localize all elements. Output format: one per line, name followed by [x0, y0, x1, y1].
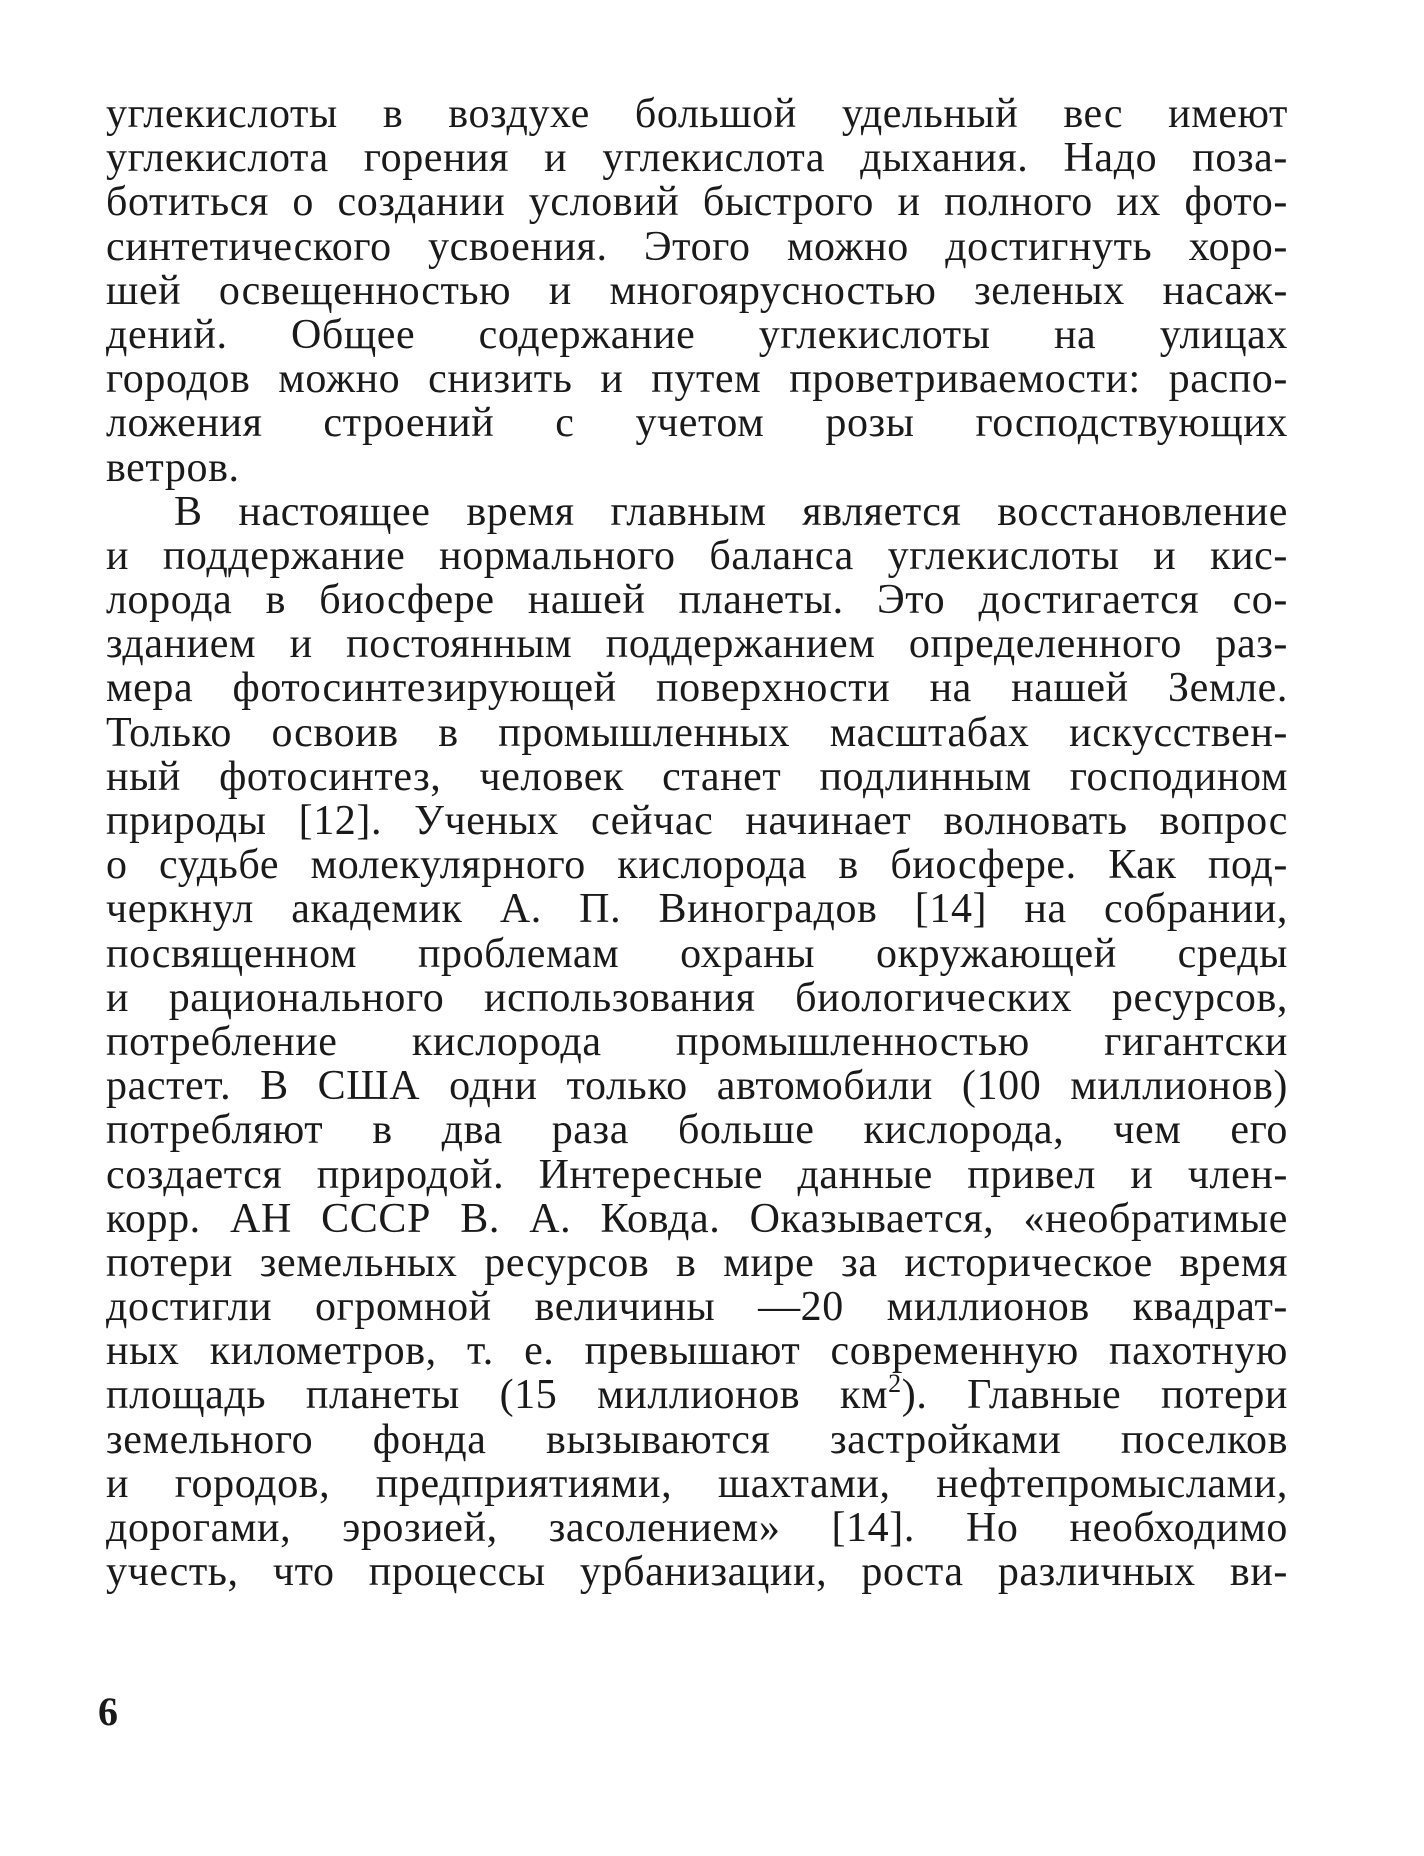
page-number: 6	[98, 1689, 118, 1734]
body-text	[106, 92, 1288, 1594]
text-line: дорогами, эрозией, засолением» [14]. Но необходимо	[106, 1505, 1288, 1551]
text-line: достигли огромной величины —20 миллионов квадрат-	[106, 1284, 1288, 1331]
text-line: дений. Общее содержание углекислоты на улицах	[106, 311, 1288, 358]
text-line: о судьбе молекулярного кислорода в биосфере. Как под-	[106, 842, 1288, 889]
text-line: ботиться о создании условий быстрого и полного их фото-	[106, 179, 1288, 226]
text-line: посвященном проблемам охраны окружающей среды	[106, 930, 1288, 977]
line-text-tail: ). Главные потери	[901, 1372, 1288, 1419]
text-line: городов можно снизить и путем проветриваемости: распо-	[106, 356, 1288, 403]
text-line: растет. В США одни только автомобили (100 миллионов)	[106, 1063, 1288, 1110]
text-line: потери земельных ресурсов в мире за историческое время	[106, 1239, 1288, 1286]
text-line: потребление кислорода промышленностью гигантски	[106, 1018, 1288, 1065]
text-line: лорода в биосфере нашей планеты. Это достигается со-	[106, 577, 1288, 624]
text-line: зданием и постоянным поддержанием определенного раз-	[106, 621, 1288, 668]
text-line: и городов, предприятиями, шахтами, нефтепромыслами,	[106, 1460, 1288, 1507]
text-line-with-superscript	[106, 1369, 1288, 1419]
text-line: синтетического усвоения. Этого можно достигнуть хоро-	[106, 223, 1288, 270]
text-line: мера фотосинтезирующей поверхности на нашей Земле.	[106, 665, 1288, 712]
text-line: потребляют в два раза больше кислорода, чем его	[106, 1107, 1288, 1154]
text-line: и рационального использования биологических ресурсов,	[106, 974, 1288, 1021]
paragraph-start-line: В настоящее время главным является восстановление	[174, 488, 1288, 535]
text-line: углекислота горения и углекислота дыхания. Надо поза-	[106, 135, 1288, 182]
text-line: шей освещенностью и многоярусностью зеленых насаж-	[106, 267, 1288, 314]
superscript: 2	[888, 1369, 902, 1399]
text-line: ложения строений с учетом розы господствующих	[106, 400, 1288, 447]
text-line: природы [12]. Ученых сейчас начинает волновать вопрос	[106, 798, 1288, 844]
text-line: ных километров, т. е. превышают современную пахотную	[106, 1328, 1288, 1375]
text-line: ветров.	[106, 444, 240, 491]
text-line: Только освоив в промышленных масштабах искусствен-	[106, 709, 1288, 756]
text-line: черкнул академик А. П. Виноградов [14] на собрании,	[106, 886, 1288, 933]
text-line: и поддержание нормального баланса углекислоты и кис-	[106, 532, 1288, 579]
text-line: ный фотосинтез, человек станет подлинным господином	[106, 753, 1288, 800]
text-line: создается природой. Интересные данные привел и член-	[106, 1151, 1288, 1198]
text-line: корр. АН СССР В. А. Ковда. Оказывается, «необратимые	[106, 1195, 1288, 1242]
text-line: углекислоты в воздухе большой удельный вес имеют	[106, 91, 1288, 137]
text-line: земельного фонда вызываются застройками поселков	[106, 1416, 1288, 1463]
text-line: учесть, что процессы урбанизации, роста различных ви-	[106, 1549, 1288, 1596]
line-text: площадь планеты (15 миллионов км	[106, 1372, 889, 1419]
